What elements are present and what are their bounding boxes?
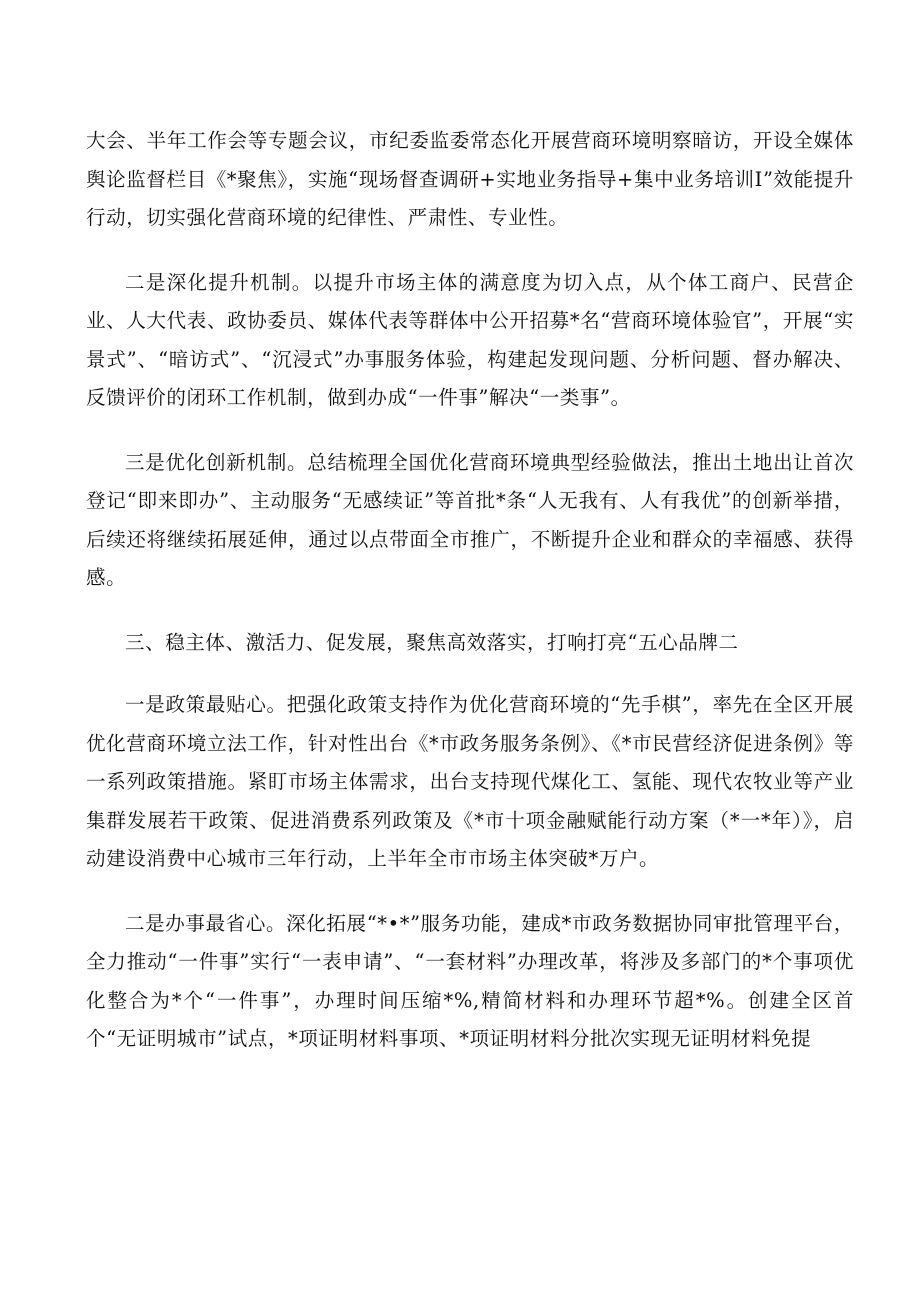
paragraph-discipline-continuation: 大会、半年工作会等专题会议，市纪委监委常态化开展营商环境明察暗访，开设全媒体舆论监督栏目《*聚焦》，实施“现场督查调研+实地业务指导+集中业务培训I”效能提升行动，切实强化营商环境的纪律性、严肃性、专业性。: [86, 129, 854, 229]
paragraph-service: 二是办事最省心。深化拓展“*•*”服务功能，建成*市政务数据协同审批管理平台，全力推动“一件事”实行“一表申请”、“一套材料”办理改革，将涉及多部门的*个事项优化整合为*个“一件事”，办理时间压缩*%,精简材料和办理环节超*%。创建全区首个“无证明城市”试点，*项证明材料事项、*项证明材料分批次实现无证明材料免提: [86, 911, 854, 1050]
paragraph-deepen-mechanism: 二是深化提升机制。以提升市场主体的满意度为切入点，从个体工商户、民营企业、人大代表、政协委员、媒体代表等群体中公开招募*名“营商环境体验官”，开展“实景式”、“暗访式”、“沉浸式”办事服务体验，构建起发现问题、分析问题、督办解决、反馈评价的闭环工作机制，做到办成“一件事”解决“一类事”。: [86, 270, 854, 409]
paragraph-policy: 一是政策最贴心。把强化政策支持作为优化营商环境的“先手棋”，率先在全区开展优化营商环境立法工作，针对性出台《*市政务服务条例》、《*市民营经济促进条例》等一系列政策措施。紧盯市场主体需求，出台支持现代煤化工、氢能、现代农牧业等产业集群发展若干政策、促进消费系列政策及《*市十项金融赋能行动方案（*一*年）》，启动建设消费中心城市三年行动，上半年全市市场主体突破*万户。: [86, 693, 854, 870]
paragraph-innovation-mechanism: 三是优化创新机制。总结梳理全国优化营商环境典型经验做法，推出土地出让首次登记“即来即办”、主动服务“无感续证”等首批*条“人无我有、人有我优”的创新举措，后续还将继续拓展延伸，通过以点带面全市推广，不断提升企业和群众的幸福感、获得感。: [86, 450, 854, 589]
section-heading-five-brands: 三、稳主体、激活力、促发展，聚焦高效落实，打响打亮“五心品牌二: [125, 630, 739, 654]
